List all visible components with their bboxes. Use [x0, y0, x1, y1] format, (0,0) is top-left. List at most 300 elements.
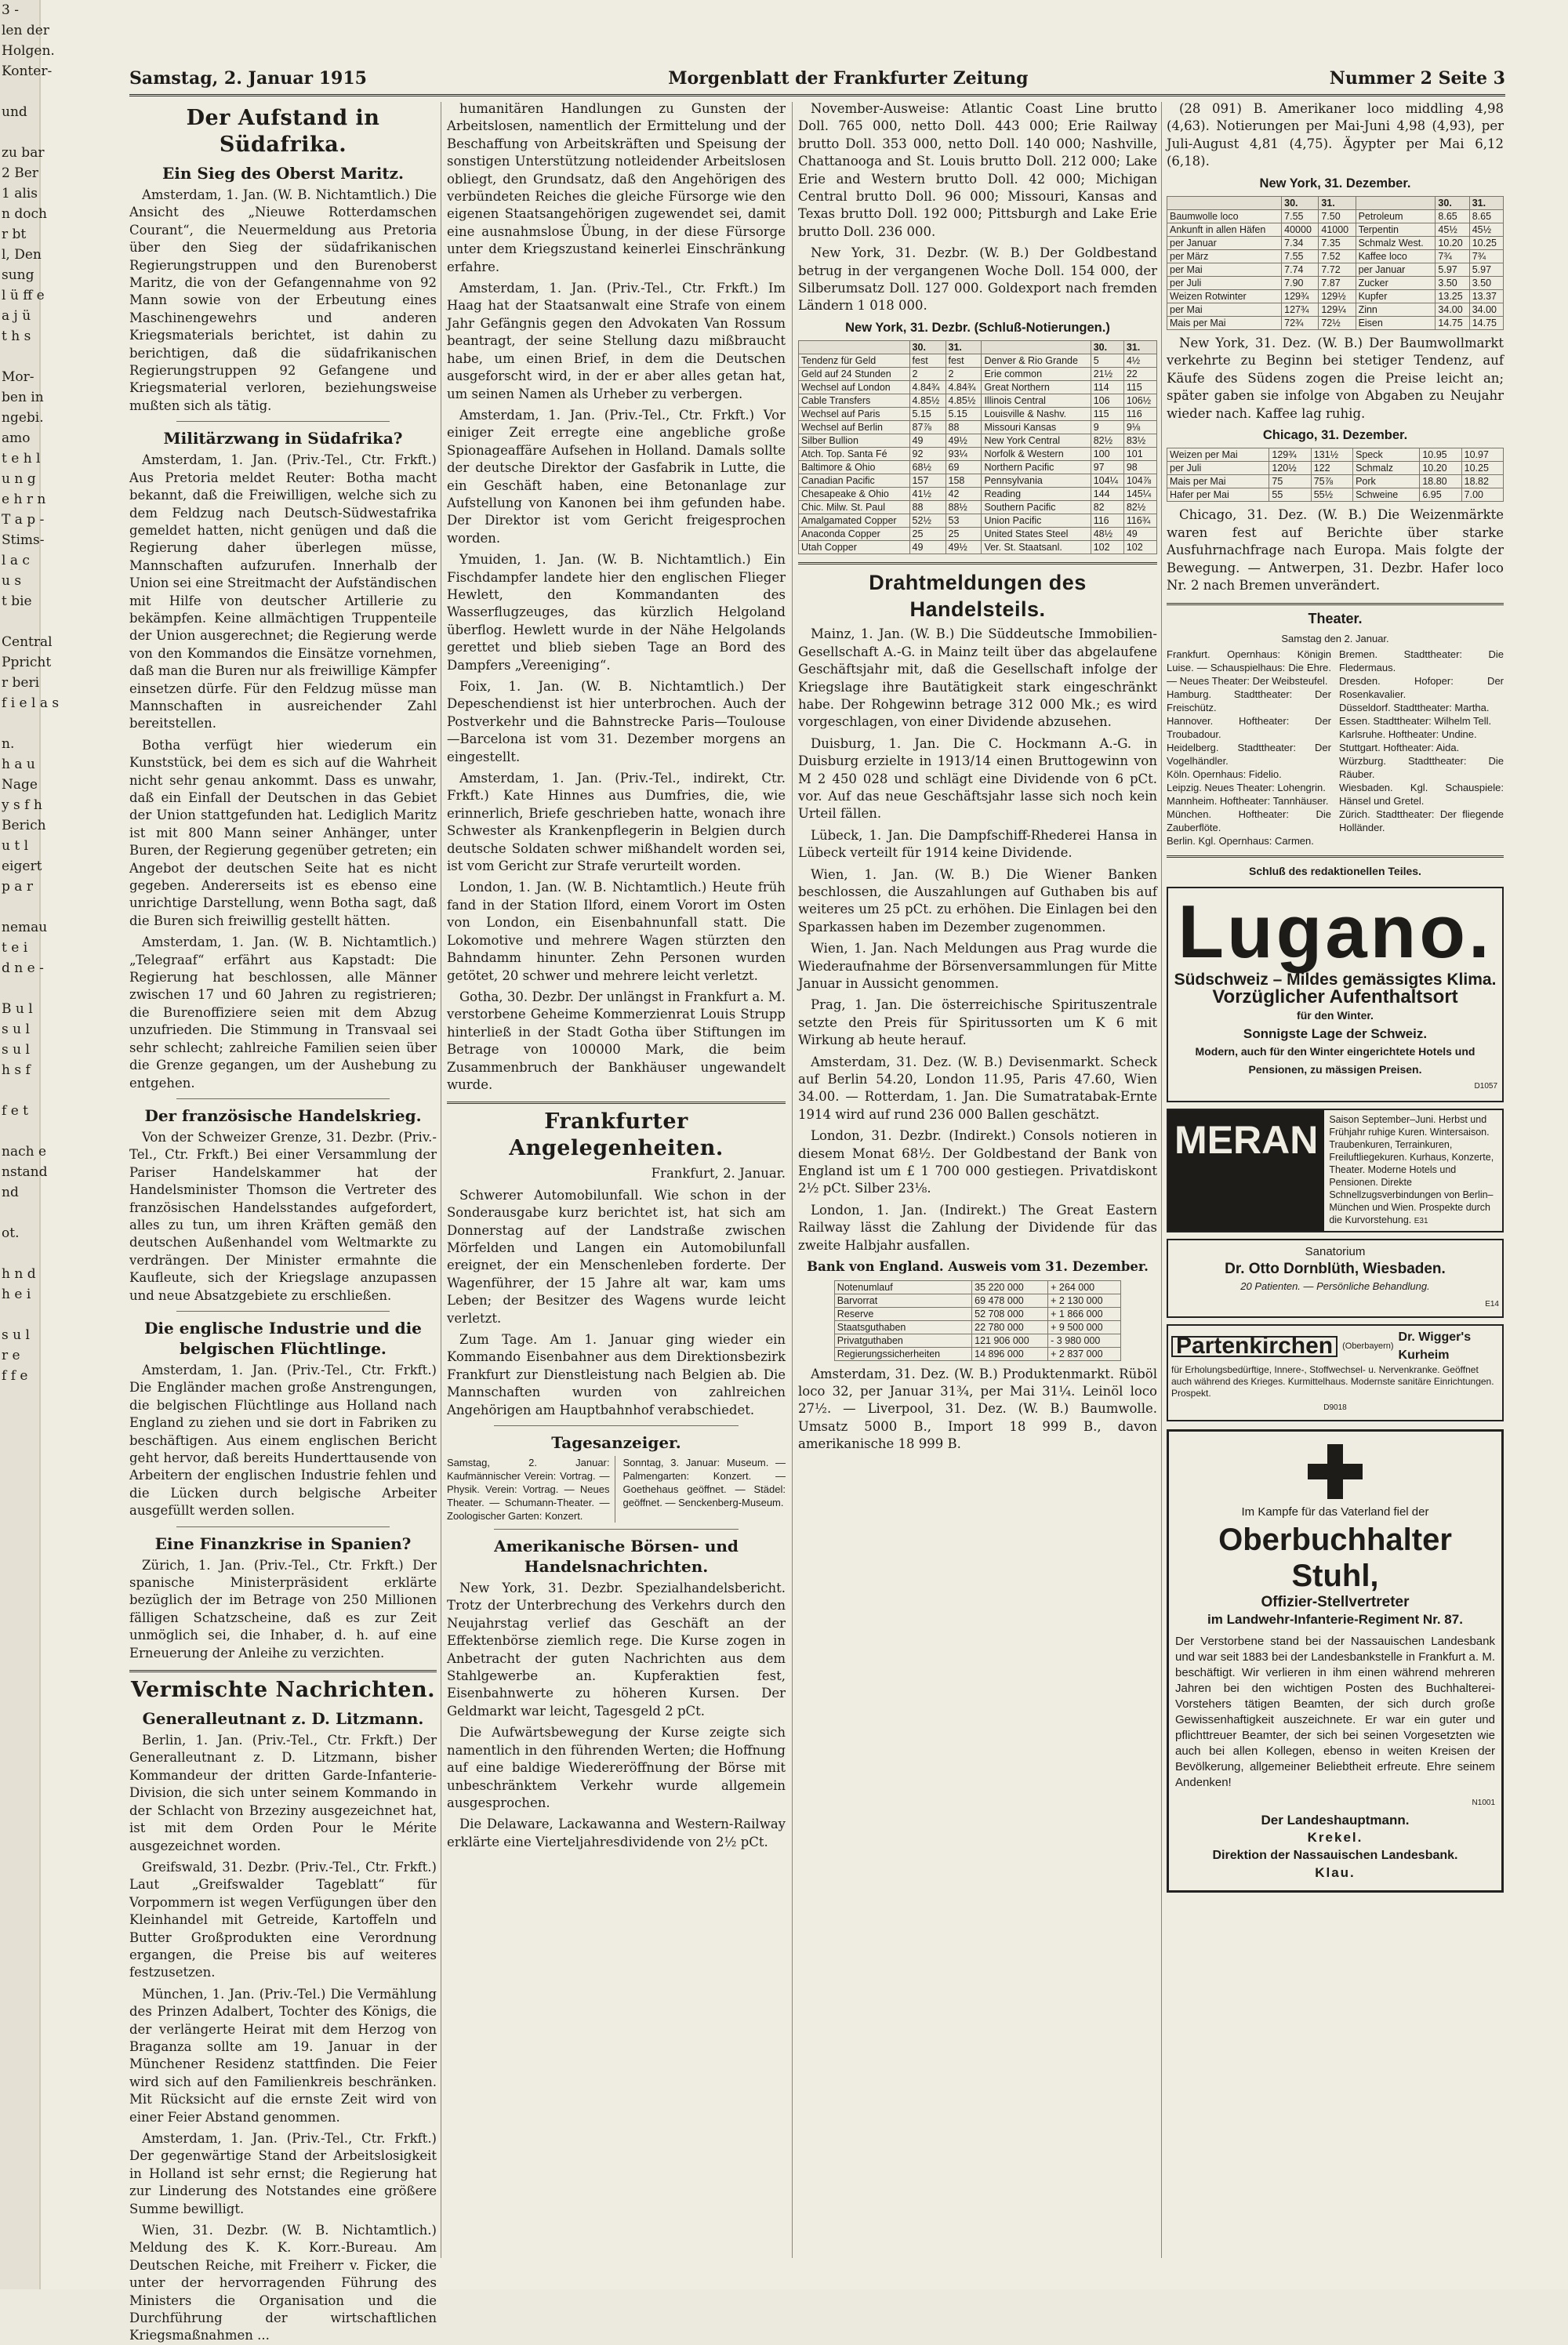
table-cell: per Juli [1167, 462, 1269, 475]
theater-entry: Leipzig. Neues Theater: Lohengrin. [1167, 782, 1326, 794]
margin-fragment: 2 Ber [2, 165, 38, 181]
column-3 [798, 100, 1157, 2274]
separator [176, 1098, 390, 1099]
table-cell: 83½ [1123, 434, 1156, 448]
table-cell: Weizen Rotwinter [1167, 290, 1282, 303]
table-cell: Schmalz West. [1356, 237, 1436, 250]
table-row [834, 1307, 1120, 1320]
table-cell: 2 [909, 368, 946, 381]
article-paragraph: Amsterdam, 1. Jan. (Priv.-Tel., indirekt, Ctr. Frkft.) Kate Hinnes aus Dumfries, die, wie erinnerlich, Briefe geschrieben hatte, wonach ihre Schwester als Krankenpflegerin in Belgien durch deutsche Soldaten schwer mißhandelt worden sei, ist vom Gericht zur Strafe verurteilt worden. [447, 771, 786, 874]
margin-fragment [0, 713, 39, 734]
lugano-title: Lugano. [1178, 889, 1493, 974]
table-header-cell: 30. [909, 341, 946, 354]
table-cell: Wechsel auf Paris [799, 408, 910, 421]
table-cell: 45½ [1469, 223, 1503, 237]
table-cell: 144 [1091, 488, 1123, 501]
lugano-lage: Sonnigste Lage der Schweiz. [1243, 1025, 1428, 1041]
table-header-cell: 31. [1319, 197, 1356, 210]
headline-drahtmeldungen: Drahtmeldungen des Handelsteils. [869, 571, 1087, 622]
article-paragraph: London, 1. Jan. (Indirekt.) The Great Eastern Railway lässt die Zahlung der Dividende für das zweite Halbjahr ausfallen. [798, 1202, 1157, 1253]
table-cell: 14.75 [1436, 317, 1469, 330]
article-paragraph: Schwerer Automobilunfall. Wie schon in der Sonderausgabe kurz berichtet ist, hat sich am Donnerstag auf der Landstraße zwischen Mörfelden und Langen ein Automobilunfall ereignet, der ein Menschenleben forderte. Der Wagenführer, der 15 Jahre alt war, kam ums Leben; der Besitzer des Wagens wurde leicht verletzt. [447, 1187, 786, 1326]
margin-fragment: und [2, 104, 27, 120]
margin-fragment: r bt [2, 227, 27, 242]
table-cell: Northern Pacific [982, 461, 1091, 474]
table-cell: Zinn [1356, 303, 1436, 317]
table-cell: 34.00 [1469, 303, 1503, 317]
table-cell: Reading [982, 488, 1091, 501]
table-row [799, 488, 1157, 501]
table-header-cell [1356, 197, 1436, 210]
table-cell: fest [946, 354, 982, 368]
separator [494, 1529, 739, 1530]
article-paragraph: Die Delaware, Lackawanna and Western-Railway erklärte eine Vierteljahresdividende von 2½ pCt. [447, 1817, 786, 1850]
column-2 [447, 100, 786, 2274]
margin-fragment: s u l [2, 1042, 30, 1058]
column-rule [792, 102, 793, 2258]
table-row [799, 514, 1157, 528]
table-cell: Mais per Mai [1167, 317, 1282, 330]
table-cell: 7.52 [1319, 250, 1356, 263]
margin-fragment: Central [2, 634, 53, 650]
table-cell: 131½ [1311, 448, 1352, 462]
table-cell: 6.95 [1420, 488, 1461, 502]
table-row [1167, 488, 1504, 502]
table-cell: 82 [1091, 501, 1123, 514]
table-cell: fest [909, 354, 946, 368]
theater-entry: Dresden. Hofoper: Der Rosenkavalier. [1339, 675, 1504, 701]
table-row [799, 381, 1157, 394]
header-paper-title: Morgenblatt der Frankfurter Zeitung [668, 68, 1029, 89]
table-cell: 49 [909, 434, 946, 448]
ad-partenkirchen [1167, 1324, 1504, 1421]
obituary-rank: Offizier-Stellvertreter [1261, 1593, 1410, 1610]
margin-fragment: Holgen. [2, 43, 55, 59]
table-cell: Denver & Rio Grande [982, 354, 1091, 368]
article-paragraph: London, 31. Dezbr. (Indirekt.) Consols notieren in diesem Monat 68½. Der Goldbestand der Bank von England ist um £ 1 700 000 gestiegen. Privatdiskont 2½ pCt. Silber 23⅛. [798, 1128, 1157, 1196]
obituary-signature-director: Klau. [1315, 1865, 1356, 1881]
table-cell: Chic. Milw. St. Paul [799, 501, 910, 514]
meran-logo: MERAN [1168, 1110, 1324, 1231]
margin-fragment: s u l [2, 1022, 30, 1037]
margin-fragment [0, 1121, 39, 1142]
margin-fragment: nemau [2, 920, 48, 935]
table-cell: 114 [1091, 381, 1123, 394]
table-cell: 7¾ [1469, 250, 1503, 263]
chicago-table [1167, 448, 1504, 502]
margin-fragment [0, 347, 39, 367]
theater-entry: Frankfurt. Opernhaus: Königin Luise. — Schauspielhaus: Die Ehre. — Neues Theater: Der Weibsteufel. [1167, 648, 1331, 688]
table-cell: Amalgamated Copper [799, 514, 910, 528]
table-cell: per Mai [1167, 263, 1282, 277]
margin-fragment [0, 1243, 39, 1264]
table-header-cell: 30. [1091, 341, 1123, 354]
table-row [799, 541, 1157, 554]
table-cell: 98 [1123, 461, 1156, 474]
table-cell: Kaffee loco [1356, 250, 1436, 263]
ny-stock-table [798, 340, 1157, 554]
table-cell: 3.50 [1469, 277, 1503, 290]
table-cell: Illinois Central [982, 394, 1091, 408]
table-cell: per Januar [1356, 263, 1436, 277]
table-cell: 129¾ [1269, 448, 1311, 462]
margin-fragment: Stims- [2, 532, 45, 548]
table-cell: 115 [1123, 381, 1156, 394]
margin-fragment: u n g [2, 471, 36, 487]
article-paragraph: Amsterdam, 1. Jan. (Priv.-Tel., Ctr. Frkft.) Die Engländer machen große Anstrengungen, die belgischen Flüchtlinge aus Holland nach England zu ziehen und sie dort in Fabriken zu beschäftigen. Aus einem englischen Bericht geht hervor, daß bereits Hunderttausende von Arbeitern der englischen Industrie fehlen und die Lücken durch belgische Arbeiter ausgefüllt werden sollen. [129, 1362, 437, 1519]
article-paragraph: New York, 31. Dez. (W. B.) Der Baumwollmarkt verkehrte zu Beginn bei stetiger Tendenz, auf Käufe des Südens zogen die Preise leicht an; später gaben sie infolge von Abgaben zu Neujahr wieder nach. Kaffee lag ruhig. [1167, 336, 1504, 421]
table-cell: Petroleum [1356, 210, 1436, 223]
section-separator [447, 1102, 786, 1104]
margin-fragment: Nage [2, 777, 38, 793]
headline-handelskrieg: Der französische Handelskrieg. [144, 1105, 422, 1125]
table-row [799, 408, 1157, 421]
margin-fragment: u s [2, 573, 22, 589]
headline-vermischte: Vermischte Nachrichten. [131, 1678, 435, 1703]
article-paragraph: Wien, 1. Jan. Nach Meldungen aus Prag wurde die Wiederaufnahme der Börsenversammlungen für Mitte Januar in Aussicht genommen. [798, 941, 1157, 991]
margin-fragment: r e [2, 1348, 20, 1363]
table-cell: Norfolk & Western [982, 448, 1091, 461]
table-row [1167, 475, 1504, 488]
table-cell: 7.00 [1461, 488, 1503, 502]
ad-code: D1057 [1474, 1082, 1497, 1091]
headline-finanzkrise: Eine Finanzkrise in Spanien? [154, 1534, 412, 1553]
table-cell: per Januar [1167, 237, 1282, 250]
table-cell: 41½ [909, 488, 946, 501]
table-cell: + 1 866 000 [1048, 1307, 1121, 1320]
table-cell: 69 [946, 461, 982, 474]
margin-fragment: d n e - [2, 960, 44, 976]
table-row [799, 421, 1157, 434]
table-row [834, 1347, 1120, 1360]
margin-fragment: s u l [2, 1327, 30, 1343]
partenkirchen-region: (Oberbayern) [1342, 1341, 1394, 1352]
table-cell: Tendenz für Geld [799, 354, 910, 368]
article-paragraph: Gotha, 30. Dezbr. Der unlängst in Frankfurt a. M. verstorbene Geheime Kommerzienrat Louis Strupp hinterließ in der Stadt Gotha über Stiftungen im Betrage von 100000 Mark, die beim Zusammenbruch der Bankhäuser ungewandelt wurde. [447, 989, 786, 1092]
margin-fragment: h a u [2, 757, 35, 772]
theater-listing [1167, 648, 1504, 848]
table-cell: Weizen per Mai [1167, 448, 1269, 462]
table-cell: 88 [946, 421, 982, 434]
ad-code: E31 [1414, 1216, 1428, 1225]
table-cell: 7¾ [1436, 250, 1469, 263]
obituary-intro: Im Kampfe für das Vaterland fiel der [1241, 1505, 1429, 1519]
tagesanzeiger-box [447, 1456, 786, 1523]
margin-fragment: h n d [2, 1266, 36, 1282]
table-cell: 34.00 [1436, 303, 1469, 317]
sanatorium-info: 20 Patienten. — Persönliche Behandlung. [1240, 1280, 1430, 1293]
article-paragraph: Amsterdam, 1. Jan. (W. B. Nichtamtlich.) Die Ansicht des „Nieuwe Rotterdamschen Courant“, die Neuermeldung aus Pretoria über den Sieg der südafrikanischen Regierungstruppen und den Burenoberst Maritz, die von der Gefangennahme von 92 Mann sowie von der Erbeutung eines Maschinengewehrs und anderen Kriegsmaterials berichtet, ist dahin zu berichtigen, daß die südafrikanischen Regierungstruppen 92 Gefangene und Kriegsmaterial verloren, beziehungsweise mußten sich als tätig. [129, 187, 437, 413]
table-cell: 3.50 [1436, 277, 1469, 290]
ny-commodity-table [1167, 196, 1504, 330]
table-row [799, 354, 1157, 368]
table-row [799, 461, 1157, 474]
chicago-title: Chicago, 31. Dezember. [1262, 428, 1408, 443]
article-paragraph: Duisburg, 1. Jan. Die C. Hockmann A.-G. in Duisburg erzielte in 1913/14 einen Bruttogewinn von M 2 450 028 und schlägt eine Dividende von 6 pCt. vor. Auf das neue Geschäftsjahr lasse sich noch kein Urteil fällen. [798, 735, 1157, 822]
table-cell: Pork [1353, 475, 1420, 488]
margin-fragment: Berich [2, 818, 46, 833]
separator [494, 1425, 739, 1426]
left-margin-strip [0, 0, 60, 2289]
theater-entry: Bremen. Stadttheater: Die Fledermaus. [1339, 648, 1504, 674]
margin-fragment: t h s [2, 329, 31, 344]
table-cell: Cable Transfers [799, 394, 910, 408]
theater-entry: München. Hoftheater: Die Zauberflöte. [1167, 808, 1331, 834]
table-header-cell: 31. [1469, 197, 1503, 210]
margin-fragment: 1 alis [2, 186, 38, 201]
table-row [1167, 462, 1504, 475]
article-paragraph: Berlin, 1. Jan. (Priv.-Tel., Ctr. Frkft.) Der Generalleutnant z. D. Litzmann, bisher Kommandeur der dritten Garde-Infanterie-Division, die sich unter seinem Kommando in der Schlacht von Brzeziny ausgezeichnet hat, ist mit dem Orden Pour le Mérite ausgezeichnet worden. [129, 1733, 437, 1853]
table-cell: 72¾ [1282, 317, 1319, 330]
margin-fragment: l ü ff e [2, 288, 45, 303]
article-paragraph: humanitären Handlungen zu Gunsten der Arbeitslosen, namentlich der Ermittelung und der Beschaffung von Arbeitskräften und Speisung der sonstigen Unterstützung notleidender Arbeitslosen obliegt, den Grundsatz, daß den Angehörigen des verbündeten Reiches die gleiche Fürsorge wie den eigenen Staatsangehörigen zugewendet sei, damit eine ausnahmslose Übung, in der diese Fürsorge unter dem Kriegszustand keinerlei Einschränkung erfahre. [447, 101, 786, 274]
article-paragraph: Amsterdam, 1. Jan. (W. B. Nichtamtlich.) „Telegraaf“ erfährt aus Kapstadt: Die Regierung hat beschlossen, alle Männer zwischen 17 und 60 Jahren zu registrieren; die Burenoffiziere seien mit dem Abzug unzufrieden. Die Stimmung in Transvaal sei sehr schlecht; zahlreiche Familien seien über die Grenze gegangen, um der Aushebung zu entgehen. [129, 935, 437, 1091]
table-cell: 75⅞ [1311, 475, 1352, 488]
table-cell: 75 [1269, 475, 1311, 488]
table-cell: 4.85½ [946, 394, 982, 408]
table-cell: Zucker [1356, 277, 1436, 290]
table-cell: 88 [909, 501, 946, 514]
margin-fragment: t e h l [2, 451, 41, 466]
table-row [799, 368, 1157, 381]
table-row [1167, 277, 1504, 290]
table-cell: 106 [1091, 394, 1123, 408]
table-cell: Great Northern [982, 381, 1091, 394]
article-paragraph: Wien, 31. Dezbr. (W. B. Nichtamtlich.) Meldung des K. K. Korr.-Bureau. Am Deutschen Reiche, mit Freiherr v. Ficker, die unter der hervorragenden Führung des Ministers die Organisation und die Durchführung der wirtschaftlichen Kriegsmaßnahmen ... [129, 2223, 437, 2343]
table-cell: 120½ [1269, 462, 1311, 475]
margin-fragment: Mor- [2, 369, 34, 385]
table-cell: Reserve [834, 1307, 971, 1320]
margin-fragment: 3 - [2, 2, 19, 18]
ad-code: N1001 [1472, 1798, 1495, 1807]
table-cell: 68½ [909, 461, 946, 474]
table-cell: 129¾ [1282, 290, 1319, 303]
table-cell: 4.84¾ [909, 381, 946, 394]
obituary-signature-title: Der Landeshauptmann. [1261, 1813, 1410, 1828]
table-cell: New York Central [982, 434, 1091, 448]
lugano-hotels: Modern, auch für den Winter eingerichtete Hotels und Pensionen, zu mässigen Preisen. [1195, 1045, 1475, 1076]
table-cell: Erie common [982, 368, 1091, 381]
table-cell: 55 [1269, 488, 1311, 502]
table-cell: Ver. St. Staatsanl. [982, 541, 1091, 554]
table-cell: 53 [946, 514, 982, 528]
margin-fragment: n. [2, 736, 15, 752]
margin-fragment: T a p - [2, 512, 45, 528]
table-cell: 87⅞ [909, 421, 946, 434]
headline-amerikanische-boersen: Amerikanische Börsen- und Handelsnachrichten. [494, 1537, 739, 1577]
editorial-end: Schluß des redaktionellen Teiles. [1249, 865, 1421, 878]
margin-fragment [0, 1203, 39, 1223]
margin-fragment: y s f h [2, 797, 42, 813]
table-header-cell [982, 341, 1091, 354]
table-cell: + 9 500 000 [1048, 1320, 1121, 1334]
margin-fragment: l a c [2, 553, 30, 568]
margin-fragment [0, 1080, 39, 1101]
table-cell: per Mai [1167, 303, 1282, 317]
table-cell: 10.20 [1420, 462, 1461, 475]
table-cell: per März [1167, 250, 1282, 263]
obituary-notice [1167, 1429, 1504, 1892]
table-cell: 35 220 000 [972, 1280, 1048, 1294]
table-cell: 82½ [1123, 501, 1156, 514]
partenkirchen-text: für Erholungsbedürftige, Innere-, Stoffwechsel- u. Nervenkranke. Geöffnet auch während des Krieges. Kurmittelhaus. Modernste sanitäre Einrichtungen. Prospekt. [1171, 1364, 1494, 1399]
section-separator [1167, 855, 1504, 858]
ad-lugano [1167, 887, 1504, 1102]
table-cell: 8.65 [1436, 210, 1469, 223]
table-row [799, 434, 1157, 448]
margin-fragment: f e t [2, 1103, 28, 1119]
table-cell: 116¾ [1123, 514, 1156, 528]
table-cell: 4.85½ [909, 394, 946, 408]
table-cell: Anaconda Copper [799, 528, 910, 541]
margin-fragment: r beri [2, 675, 40, 691]
margin-fragment: ot. [2, 1225, 20, 1241]
obituary-signature-bank: Direktion der Nassauischen Landesbank. [1212, 1848, 1458, 1862]
obituary-name: Oberbuchhalter Stuhl, [1218, 1522, 1452, 1593]
table-cell: 49½ [946, 434, 982, 448]
table-cell: 7.87 [1319, 277, 1356, 290]
table-cell: 5.97 [1436, 263, 1469, 277]
table-cell: Utah Copper [799, 541, 910, 554]
bank-of-england-table [834, 1280, 1121, 1361]
table-cell: 10.95 [1420, 448, 1461, 462]
margin-fragment: h s f [2, 1062, 31, 1078]
column-rule [1161, 102, 1162, 2258]
table-row [1167, 317, 1504, 330]
ad-sanatorium [1167, 1239, 1504, 1319]
table-row [1167, 250, 1504, 263]
margin-fragment: Konter- [2, 64, 53, 79]
article-paragraph: Wien, 1. Jan. (W. B.) Die Wiener Banken beschlossen, die Auszahlungen auf Guthaben bis auf weiteres um 25 pCt. zu erhöhen. Die Einlagen bei den Sparkassen haben im Dezember zugenommen. [798, 866, 1157, 935]
table-cell: 18.80 [1420, 475, 1461, 488]
margin-fragment: n doch [2, 206, 47, 222]
table-cell: Mais per Mai [1167, 475, 1269, 488]
article-paragraph: November-Ausweise: Atlantic Coast Line brutto Doll. 765 000, netto Doll. 443 000; Erie Railway brutto Doll. 353 000, netto Doll. 140 000; Nashville, Chattanooga and St. Louis brutto Doll. 212 000; Lake Erie and Western brutto Doll. 42 000; Michigan Central brutto Doll. 96 000; Missouri, Kansas and Texas brutto Doll. 192 000; Pittsburgh and Lake Erie brutto Doll. 236 000. [798, 101, 1157, 239]
margin-fragment: e h r n [2, 492, 46, 507]
article-paragraph: Greifswald, 31. Dezbr. (Priv.-Tel., Ctr. Frkft.) Laut „Greifswalder Tageblatt“ für Vorpommern ist wegen Verfügungen über den Kleinhandel mit Getreide, Kartoffeln und Butter Großprodukten eine Verordnung ergangen, die Preise bis auf weiteres festzusetzen. [129, 1859, 437, 1980]
theater-entry: Düsseldorf. Stadttheater: Martha. [1339, 702, 1490, 714]
table-row [1167, 303, 1504, 317]
table-cell: Regierungssicherheiten [834, 1347, 971, 1360]
lugano-line: Vorzüglicher Aufenthaltsort [1212, 986, 1458, 1008]
table-row [799, 501, 1157, 514]
article-paragraph: Mainz, 1. Jan. (W. B.) Die Süddeutsche Immobilien-Gesellschaft A.-G. in Mainz teilt über das abgelaufene Geschäftsjahr mit, daß die Gesellschaft infolge der Kriegslage ihre Bautätigkeit stark eingeschränkt habe. Der Rohgewinn betrage 312 000 Mk.; es wird vorgeschlagen, von einer Dividende abzusehen. [798, 626, 1157, 730]
article-paragraph: Foix, 1. Jan. (W. B. Nichtamtlich.) Der Depeschendienst ist hier unterbrochen. Auch der Postverkehr und die Bahnstrecke Paris—Toulouse—Barcelona ist vom 31. Dezember morgens an eingestellt. [447, 679, 786, 764]
headline-frankfurter: Frankfurter Angelegenheiten. [509, 1109, 724, 1161]
table-row [799, 474, 1157, 488]
obituary-text: Der Verstorbene stand bei der Nassauischen Landesbank und war seit 1883 bei der Landesbankstelle in Frankfurt a. M. beschäftigt. Wir verlieren in ihm einen während mehreren Jahren bei den wichtigen Posten des Buchhalterei-Vorstehers tätigen Beamten, der sich durch große Gewissenhaftigkeit auszeichnete. Er war ein guter und pflichttreuer Beamter, der sich bei seinen Vorgesetzten wie auch bei allen Kollegen, ebenso in weiten Kreisen der Bevölkerung, allgemeiner Beliebtheit erfreute. Ehre seinem Andenken! [1175, 1634, 1495, 1789]
sanatorium-name: Dr. Otto Dornblüth, Wiesbaden. [1225, 1260, 1446, 1277]
article-paragraph: New York, 31. Dezbr. Spezialhandelsbericht. Trotz der Unterbrechung des Verkehrs durch den Neujahrstag verlief das Geschäft an der Effektenbörse ziemlich rege. Die Kurse zogen in Anbetracht der guten Nachrichten aus dem Stahlgewerbe an. Kupferaktien fest, Eisenbahnwerte zu höheren Kursen. Der Geldmarkt war leicht, Tagesgeld 2 pCt. [447, 1581, 786, 1719]
article-paragraph: Amsterdam, 1. Jan. (Priv.-Tel., Ctr. Frkft.) Vor einiger Zeit erregte eine angebliche große Spionageaffäre Aufsehen in Holland. Damals sollte der deutsche Direktor der Gasfabrik in Lutte, die ein Geschäft haben, eine Betonanlage zur Aufstellung von Kanonen bei ihm gefunden habe. Der Direktor ist vom Gericht freigesprochen worden. [447, 407, 786, 546]
table-row [1167, 237, 1504, 250]
article-paragraph: Amsterdam, 1. Jan. (Priv.-Tel., Ctr. Frkft.) Im Haag hat der Staatsanwalt eine Strafe von einem Jahr Gefängnis gegen den Advokaten Van Rossum beantragt, der seine Stellung dazu mißbraucht habe, um einen Brief, in dem die Deutschen ausgeforscht wird, in der er aber alles getan hat, um seinen Namen als Urheber zu verbergen. [447, 281, 786, 401]
table-cell: 25 [909, 528, 946, 541]
table-cell: Schweine [1353, 488, 1420, 502]
table-cell: + 264 000 [1048, 1280, 1121, 1294]
table-cell: Missouri Kansas [982, 421, 1091, 434]
iron-cross-icon [1308, 1444, 1363, 1499]
meran-text: Saison September–Juni. Herbst und Frühjahr ruhige Kuren. Wintersaison. Traubenkuren, Terrainkuren, Freiluftliegekuren. Kurhaus, Konzerte, Theater. Moderne Hotels und Pensionen. Direkte Schnellzugsverbindungen von Berlin–München und Wien. Prospekte durch die Kurvorstehung. [1329, 1113, 1494, 1225]
margin-fragment: ben in [2, 390, 44, 405]
table-cell: Canadian Pacific [799, 474, 910, 488]
table-cell: Eisen [1356, 317, 1436, 330]
headline-tagesanzeiger: Tagesanzeiger. [551, 1433, 681, 1453]
page-header [129, 63, 1505, 96]
table-cell: - 3 980 000 [1048, 1334, 1121, 1347]
table-row [1167, 223, 1504, 237]
table-cell: per Juli [1167, 277, 1282, 290]
table-cell: 45½ [1436, 223, 1469, 237]
ad-code: E14 [1485, 1299, 1499, 1309]
table-row [1167, 210, 1504, 223]
table-cell: Terpentin [1356, 223, 1436, 237]
headline-militaerzwang: Militärzwang in Südafrika? [163, 429, 403, 448]
table-cell: 22 780 000 [972, 1320, 1048, 1334]
table-cell: Pennsylvania [982, 474, 1091, 488]
table-cell: 5.97 [1469, 263, 1503, 277]
table-cell: Wechsel auf Berlin [799, 421, 910, 434]
table-cell: 127¾ [1282, 303, 1319, 317]
theater-entry: Zürich. Stadttheater: Der fliegende Holländer. [1339, 808, 1504, 834]
table-cell: 97 [1091, 461, 1123, 474]
obituary-regiment: im Landwehr-Infanterie-Regiment Nr. 87. [1207, 1612, 1463, 1628]
table-cell: 122 [1311, 462, 1352, 475]
table-cell: 2 [946, 368, 982, 381]
margin-fragment: u t l [2, 838, 29, 854]
table-cell: 7.74 [1282, 263, 1319, 277]
table-cell: 106½ [1123, 394, 1156, 408]
table-cell: 145¼ [1123, 488, 1156, 501]
obituary-signature-name: Krekel. [1307, 1830, 1363, 1846]
article-paragraph: Prag, 1. Jan. Die österreichische Spirituszentrale setzte den Preis für Spiritussorten um K 6 mit Wirkung ab heute herauf. [798, 997, 1157, 1048]
table-row [1167, 448, 1504, 462]
margin-fragment: t e i [2, 940, 28, 956]
table-cell: 104¼ [1091, 474, 1123, 488]
article-paragraph: Die Aufwärtsbewegung der Kurse zeigte sich namentlich in den führenden Werten; die Hoffnung auf eine baldige Wiedereröffnung der Börse mit unbeschränktem Verkehr wurde allgemein ausgesprochen. [447, 1725, 786, 1810]
table-cell: 7.50 [1319, 210, 1356, 223]
column-4 [1167, 100, 1504, 2274]
table-row [834, 1334, 1120, 1347]
margin-fragment: sung [2, 267, 34, 283]
table-cell: Wechsel auf London [799, 381, 910, 394]
table-cell: 5.15 [909, 408, 946, 421]
section-separator [129, 1670, 437, 1672]
table-header-cell: 31. [1123, 341, 1156, 354]
subheadline-litzmann: Generalleutnant z. D. Litzmann. [142, 1709, 424, 1729]
table-cell: 10.20 [1436, 237, 1469, 250]
theater-entry: Karlsruhe. Hoftheater: Undine. [1339, 728, 1477, 741]
column-1 [129, 100, 437, 2343]
article-paragraph: München, 1. Jan. (Priv.-Tel.) Die Vermählung des Prinzen Adalbert, Tochter des Königs, die der verlängerte Heirat mit dem Herzog von Braganza sollte am 19. Januar in der Münchener Residenz stattfinden. Die Feier wird sich auf den Familienkreis beschränken. Mit Rücksicht auf die ernste Zeit wird von einer Feier Abstand genommen. [129, 1986, 437, 2125]
table-cell: 55½ [1311, 488, 1352, 502]
table-cell: 5 [1091, 354, 1123, 368]
margin-fragment [0, 897, 39, 917]
table-cell: 49 [909, 541, 946, 554]
margin-fragment: t bie [2, 594, 32, 609]
table-cell: Barvorrat [834, 1294, 971, 1307]
table-cell: Chesapeake & Ohio [799, 488, 910, 501]
ad-meran [1167, 1109, 1504, 1232]
theater-entry: Wiesbaden. Kgl. Schauspiele: Hänsel und Gretel. [1339, 782, 1504, 808]
article-paragraph: (28 091) B. Amerikaner loco middling 4,98 (4,63). Notierungen per Mai-Juni 4,98 (4,93), per Juli-August 4,81 (4,75). Ägypter per Mai 6,12 (6,18). [1167, 101, 1504, 169]
table-cell: 102 [1091, 541, 1123, 554]
theater-entry: Mannheim. Hoftheater: Tannhäuser. [1167, 795, 1329, 808]
separator [176, 1526, 390, 1527]
table-cell: 82½ [1091, 434, 1123, 448]
article-paragraph: New York, 31. Dezbr. (W. B.) Der Goldbestand betrug in der vergangenen Woche Doll. 154 000, der Silberumsatz Doll. 127 000. Goldexport nach fremden Ländern 1 018 000. [798, 245, 1157, 314]
article-paragraph: Botha verfügt hier wiederum ein Kunststück, bei dem es sich auf die Wahrheit nicht sehr genau ankommt. Dass es unwahr, daß ein Einfall der Deutschen in das Gebiet der Union stattgefunden hat. Lediglich Maritz ist mit 800 Mann seiner Anhänger, unter Buren, der Regierung gegenüber getreten; ein Angebot der deutschen Seite hat es nicht gegeben. Andererseits ist es ebenso eine unrichtige Darstellung, wenn Botha sagt, daß die Buren sich freiwillig gestellt hätten. [129, 737, 437, 928]
